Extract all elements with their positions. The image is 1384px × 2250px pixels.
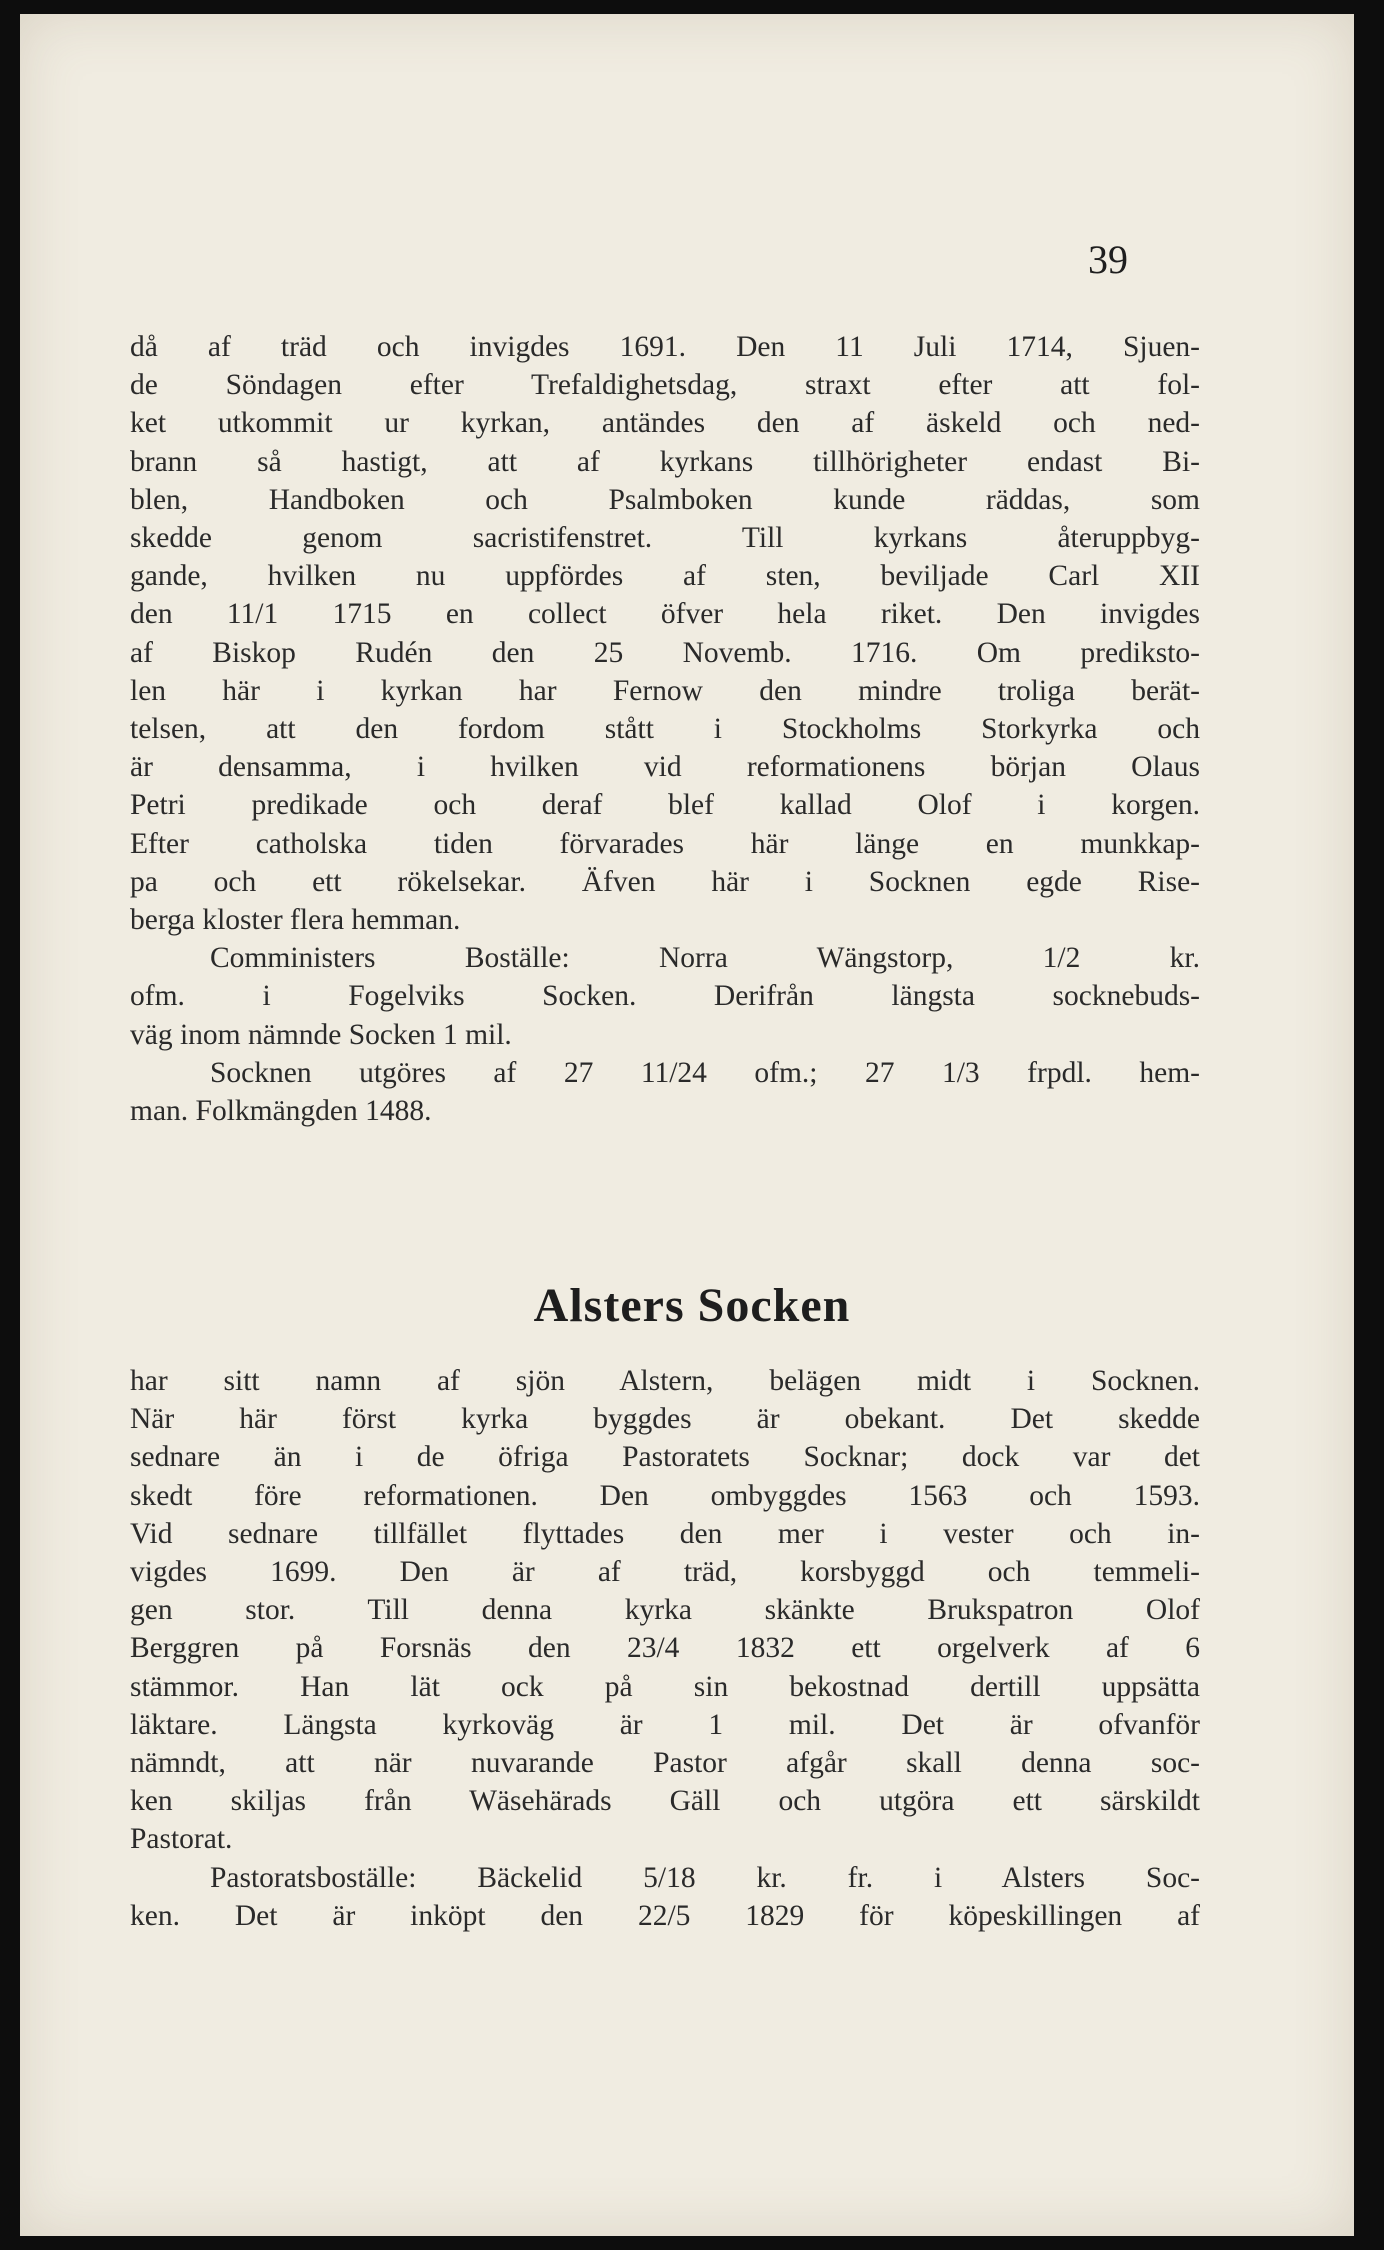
text-line: har sitt namn af sjön Alstern, belägen midt i Socknen. (130, 1365, 1200, 1397)
text-line: telsen, att den fordom stått i Stockholms Storkyrka och (130, 713, 1200, 746)
text-line: väg inom nämnde Socken 1 mil. (130, 1018, 512, 1051)
text-line: Pastoratsboställe: Bäckelid 5/18 kr. fr. i Alsters Soc- (210, 1861, 1200, 1894)
text-line: len här i kyrkan har Fernow den mindre troliga berät- (130, 674, 1200, 707)
text-line: Berggren på Forsnäs den 23/4 1832 ett orgelverk af 6 (130, 1632, 1200, 1665)
text-line: Vid sednare tillfället flyttades den mer i vester och in- (130, 1517, 1200, 1550)
section-text-top (130, 328, 1200, 1130)
text-line: ofm. i Fogelviks Socken. Derifrån längsta socknebuds- (130, 980, 1200, 1013)
text-line: af Biskop Rudén den 25 Novemb. 1716. Om predikstо- (130, 636, 1200, 669)
text-line: pa och ett rökelsekar. Äfven här i Socknen egde Rise- (130, 865, 1200, 898)
text-line: ken. Det är inköpt den 22/5 1829 för köpeskillingen af (130, 1899, 1200, 1932)
text-line: gen stor. Till denna kyrka skänkte Brukspatron Olof (130, 1594, 1200, 1627)
text-line: då af träd och invigdes 1691. Den 11 Juli 1714, Sjuen- (130, 331, 1200, 363)
text-line: stämmor. Han lät ock på sin bekostnad dertill uppsätta (130, 1670, 1200, 1703)
text-line: brann så hastigt, att af kyrkans tillhörigheter endast Bi- (130, 445, 1200, 478)
text-line: skedt före reformationen. Den ombyggdes 1563 och 1593. (130, 1479, 1200, 1512)
page-number: 39 (1088, 237, 1128, 282)
text-line: blen, Handboken och Psalmboken kunde räddas, som (130, 483, 1200, 516)
section-text-bottom (130, 1362, 1200, 1935)
text-line: Pastorat. (130, 1823, 233, 1856)
text-line: ken skiljas från Wäsehärads Gäll och utgöra ett särskildt (130, 1785, 1200, 1818)
text-line: berga kloster flera hemman. (130, 904, 461, 937)
text-line: man. Folkmängden 1488. (130, 1095, 432, 1128)
text-line: nämndt, att när nuvarande Pastor afgår skall denna soc- (130, 1747, 1200, 1780)
text-line: När här först kyrka byggdes är obekant. Det skedde (130, 1403, 1200, 1436)
text-line: den 11/1 1715 en collect öfver hela riket. Den invigdes (130, 598, 1200, 631)
text-line: ket utkommit ur kyrkan, antändes den af äskeld och ned- (130, 407, 1200, 440)
text-line: Petri predikade och deraf blef kallad Olof i korgen. (130, 789, 1200, 822)
section-heading: Alsters Socken (533, 1279, 851, 1332)
text-line: Socknen utgöres af 27 11/24 ofm.; 27 1/3 frpdl. hem- (210, 1056, 1200, 1089)
text-line: läktare. Längsta kyrkoväg är 1 mil. Det är ofvanför (130, 1708, 1200, 1741)
text-line: Comministers Boställe: Norra Wängstorp, 1/2 kr. (210, 942, 1200, 975)
text-line: är densamma, i hvilken vid reformationens början Olaus (130, 751, 1200, 784)
text-line: Efter catholska tiden förvarades här länge en munkkap- (130, 827, 1200, 860)
text-line: gande, hvilken nu uppfördes af sten, beviljade Carl XII (130, 560, 1200, 593)
text-line: vigdes 1699. Den är af träd, korsbyggd och temmeli- (130, 1556, 1200, 1589)
text-line: skedde genom sacristifenstret. Till kyrkans återuppbyg- (130, 522, 1200, 555)
text-line: sednare än i de öfriga Pastoratets Socknar; dock var det (130, 1441, 1200, 1474)
text-line: de Söndagen efter Trefaldighetsdag, straxt efter att fol- (130, 369, 1200, 402)
